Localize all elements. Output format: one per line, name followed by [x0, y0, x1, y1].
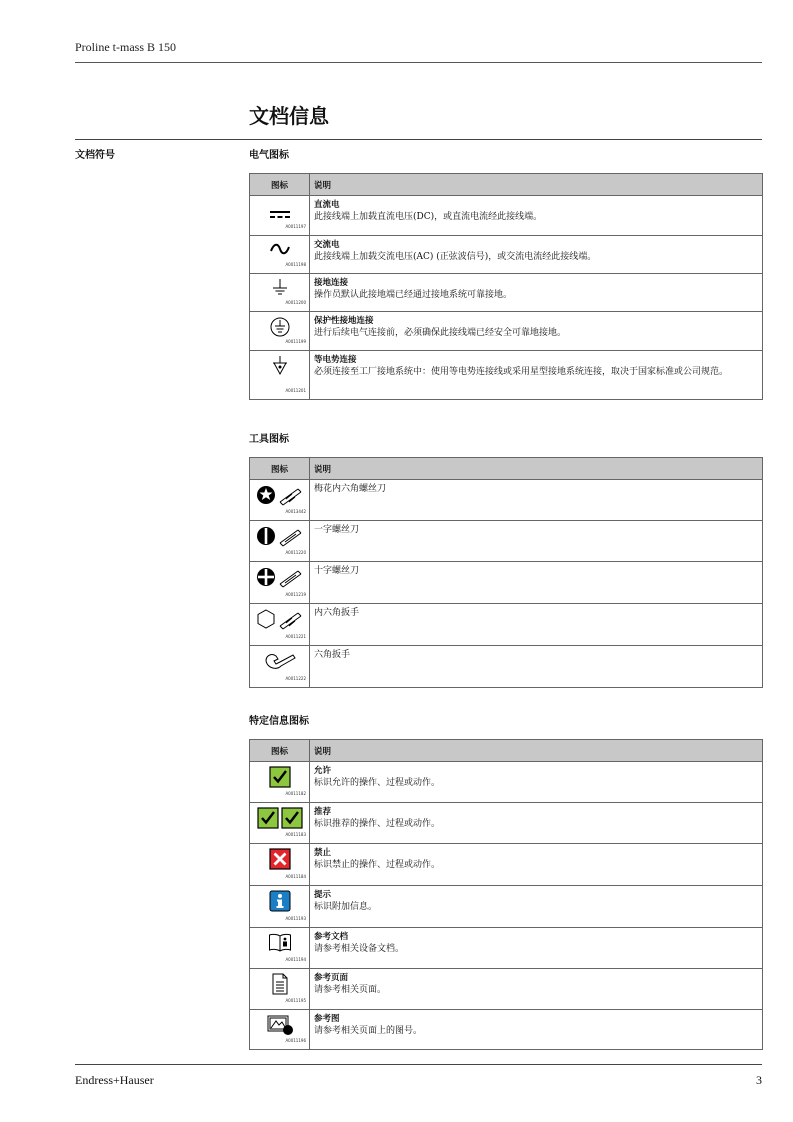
table-row	[250, 312, 763, 351]
symbol-term: 保护性接地连接	[314, 316, 374, 326]
symbol-desc: 标识推荐的操作、过程或动作。	[314, 819, 441, 829]
table-row	[250, 521, 763, 562]
table-header-row	[250, 174, 763, 196]
symbol-term: 参考文档	[314, 932, 349, 942]
left-heading: 文档符号	[75, 150, 115, 161]
header-rule	[75, 62, 762, 63]
icon-code: A0011219	[285, 592, 306, 597]
icon-code: A0011182	[285, 791, 306, 796]
symbol-desc: 进行后续电气连接前，必须确保此接线端已经安全可靠地接地。	[314, 328, 567, 338]
allen-key-icon	[256, 608, 304, 630]
symbol-desc: 此接线端上加载直流电压(DC)，或直流电流经此接线端。	[314, 212, 543, 222]
icon-code: A0011200	[285, 300, 306, 305]
icon-code: A0011184	[285, 874, 306, 879]
preferred-icon	[257, 807, 303, 829]
symbol-term: 允许	[314, 766, 332, 776]
symbol-desc: 标识允许的操作、过程或动作。	[314, 778, 441, 788]
symbol-desc: 必须连接至工厂接地系统中：使用等电势连接线或采用星型接地系统连接，取决于国家标准或公司规范。	[314, 367, 729, 377]
symbol-desc: 操作员默认此接地端已经通过接地系统可靠接地。	[314, 290, 513, 300]
ac-icon	[269, 242, 291, 256]
footer-rule	[75, 1064, 762, 1065]
table-header-row	[250, 458, 763, 480]
ground-icon	[270, 278, 290, 298]
permitted-icon	[269, 766, 291, 788]
icon-code: A0011193	[285, 916, 306, 921]
protective-earth-icon	[269, 316, 291, 338]
symbol-desc: 标识附加信息。	[314, 902, 378, 912]
icon-code: A0011195	[285, 998, 306, 1003]
reference-page-icon	[271, 973, 289, 995]
reference-graphic-icon	[266, 1014, 294, 1036]
icon-code: A0011194	[285, 957, 306, 962]
icon-code: A0013442	[285, 509, 306, 514]
col-desc-header: 说明	[310, 458, 763, 480]
col-desc-header: 说明	[310, 740, 763, 762]
symbol-term: 参考图	[314, 1014, 340, 1024]
table-row	[250, 646, 763, 688]
symbol-desc: 六角扳手	[314, 650, 351, 660]
icon-code: A0011183	[285, 832, 306, 837]
symbol-desc: 请参考相关页面。	[314, 985, 387, 995]
table-row	[250, 928, 763, 969]
icon-code: A0011201	[285, 388, 306, 393]
symbol-term: 提示	[314, 890, 332, 900]
icon-code: A0011197	[285, 224, 306, 229]
section-heading-tools: 工具图标	[249, 434, 289, 445]
tip-icon	[269, 890, 291, 912]
icon-code: A0011220	[285, 550, 306, 555]
symbol-desc: 请参考相关页面上的图号。	[314, 1026, 423, 1036]
symbol-desc: 此接线端上加载交流电压(AC) (正弦波信号)，或交流电流经此接线端。	[314, 252, 597, 262]
icon-code: A0011196	[285, 1038, 306, 1043]
dc-icon	[269, 210, 291, 220]
table-row	[250, 762, 763, 803]
table-row	[250, 604, 763, 646]
col-desc-header: 说明	[310, 174, 763, 196]
symbol-desc: 请参考相关设备文档。	[314, 944, 405, 954]
table-row	[250, 236, 763, 274]
flat-screwdriver-icon	[256, 525, 304, 547]
table-row	[250, 803, 763, 844]
chapter-title: 文档信息	[249, 104, 329, 128]
icon-code: A0011222	[285, 676, 306, 681]
table-row	[250, 196, 763, 236]
symbol-term: 禁止	[314, 848, 332, 858]
table-row	[250, 844, 763, 886]
electrical-symbols-table	[249, 173, 763, 400]
open-end-wrench-icon	[264, 651, 296, 671]
table-row	[250, 969, 763, 1010]
symbol-term: 接地连接	[314, 278, 349, 288]
symbol-term: 直流电	[314, 200, 340, 210]
tool-symbols-table	[249, 457, 763, 688]
symbol-desc: 梅花内六角螺丝刀	[314, 484, 387, 494]
col-icon-header: 图标	[250, 458, 310, 480]
section-heading-electrical: 电气图标	[249, 150, 289, 161]
reference-document-icon	[268, 932, 292, 952]
section-heading-info: 特定信息图标	[249, 716, 309, 727]
symbol-desc: 一字螺丝刀	[314, 525, 360, 535]
page-number: 3	[756, 1073, 762, 1087]
equipotential-icon	[270, 355, 290, 377]
col-icon-header: 图标	[250, 174, 310, 196]
col-icon-header: 图标	[250, 740, 310, 762]
torx-screwdriver-icon	[256, 484, 304, 506]
table-row	[250, 351, 763, 400]
icon-code: A0011221	[285, 634, 306, 639]
symbol-desc: 标识禁止的操作、过程或动作。	[314, 860, 441, 870]
symbol-desc: 十字螺丝刀	[314, 566, 360, 576]
icon-code: A0011198	[285, 262, 306, 267]
table-row	[250, 274, 763, 312]
footer-brand: Endress+Hauser	[75, 1073, 154, 1087]
symbol-term: 交流电	[314, 240, 340, 250]
chapter-rule	[75, 139, 762, 140]
table-row	[250, 562, 763, 604]
table-row	[250, 886, 763, 928]
symbol-term: 推荐	[314, 807, 332, 817]
table-header-row	[250, 740, 763, 762]
symbol-term: 等电势连接	[314, 355, 357, 365]
table-row	[250, 1010, 763, 1050]
icon-code: A0011199	[285, 339, 306, 344]
info-symbols-table	[249, 739, 763, 1050]
forbidden-icon	[269, 848, 291, 870]
table-row	[250, 480, 763, 521]
page-header-title: Proline t-mass B 150	[75, 40, 176, 54]
cross-screwdriver-icon	[256, 566, 304, 588]
symbol-desc: 内六角扳手	[314, 608, 360, 618]
symbol-term: 参考页面	[314, 973, 349, 983]
